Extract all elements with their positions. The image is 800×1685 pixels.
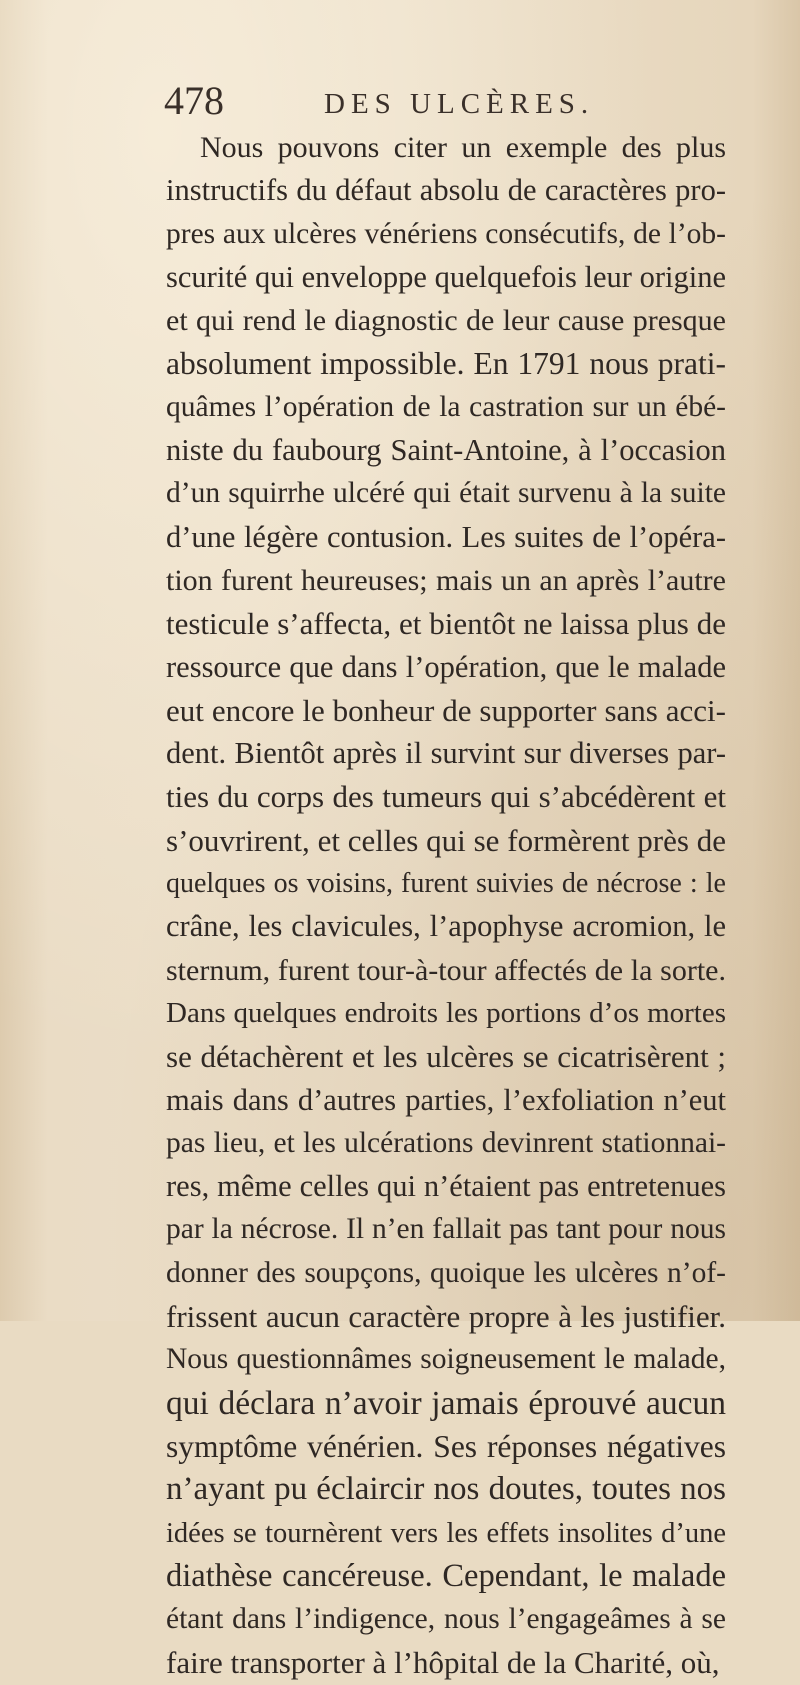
text-line: res, même celles qui n’étaient pas entretenues	[166, 1169, 726, 1204]
text-line: symptôme vénérien. Ses réponses négatives	[166, 1428, 726, 1464]
text-line: donner des soupçons, quoique les ulcères n’of-	[166, 1256, 726, 1289]
text-line: niste du faubourg Saint-Antoine, à l’occasion	[166, 433, 726, 468]
text-line: pres aux ulcères vénériens consécutifs, de l’ob-	[166, 217, 726, 250]
text-line: diathèse cancéreuse. Cependant, le malade	[166, 1557, 726, 1594]
text-line: quelques os voisins, furent suivies de nécrose : le	[166, 868, 726, 900]
text-line: Dans quelques endroits les portions d’os mortes	[166, 996, 726, 1029]
text-line: scurité qui enveloppe quelquefois leur origine	[166, 259, 726, 294]
text-line: par la nécrose. Il n’en fallait pas tant pour nous	[166, 1213, 726, 1246]
body-text	[166, 126, 726, 1685]
text-line: dent. Bientôt après il survint sur diverses par-	[166, 736, 726, 771]
text-line: étant dans l’indigence, nous l’engageâmes à se	[166, 1603, 726, 1636]
text-line: mais dans d’autres parties, l’exfoliation n’eut	[166, 1082, 726, 1117]
text-line: d’une légère contusion. Les suites de l’opéra-	[166, 519, 726, 554]
text-line: se détachèrent et les ulcères se cicatrisèrent ;	[166, 1039, 726, 1075]
text-line: frissent aucun caractère propre à les justifier.	[166, 1299, 726, 1335]
text-line: Nous pouvons citer un exemple des plus	[200, 131, 726, 164]
text-line: d’un squirrhe ulcéré qui était survenu à la suite	[166, 477, 726, 510]
text-line: crâne, les clavicules, l’apophyse acromion, le	[166, 909, 726, 944]
text-line: et qui rend le diagnostic de leur cause presque	[166, 304, 726, 338]
page-number: 478	[164, 78, 224, 123]
text-line: s’ouvrirent, et celles qui se formèrent près de	[166, 822, 726, 858]
text-line: n’ayant pu éclaircir nos doutes, toutes nos	[166, 1471, 726, 1508]
text-line: pas lieu, et les ulcérations devinrent stationnai-	[166, 1126, 726, 1159]
text-line: faire transporter à l’hôpital de la Charité, où,	[166, 1645, 720, 1681]
page-header	[164, 78, 595, 124]
text-line: absolument impossible. En 1791 nous prati-	[166, 346, 726, 382]
text-line: Nous questionnâmes soigneusement le malade,	[166, 1343, 726, 1376]
text-line: ressource que dans l’opération, que le malade	[166, 649, 726, 684]
text-line: eut encore le bonheur de supporter sans acci-	[166, 692, 726, 728]
text-line: ties du corps des tumeurs qui s’abcédèrent et	[166, 779, 726, 815]
text-line: idées se tournèrent vers les effets insolites d’une	[166, 1517, 726, 1549]
text-line: tion furent heureuses; mais un an après l’autre	[166, 563, 726, 597]
running-head: DES ULCÈRES.	[324, 88, 595, 120]
text-line: instructifs du défaut absolu de caractères pro-	[166, 173, 726, 208]
text-line: qui déclara n’avoir jamais éprouvé aucun	[166, 1384, 726, 1422]
text-line: quâmes l’opération de la castration sur un ébé-	[166, 390, 726, 423]
text-line: testicule s’affecta, et bientôt ne laissa plus de	[166, 606, 726, 642]
text-line: sternum, furent tour-à-tour affectés de la sorte.	[166, 953, 726, 987]
